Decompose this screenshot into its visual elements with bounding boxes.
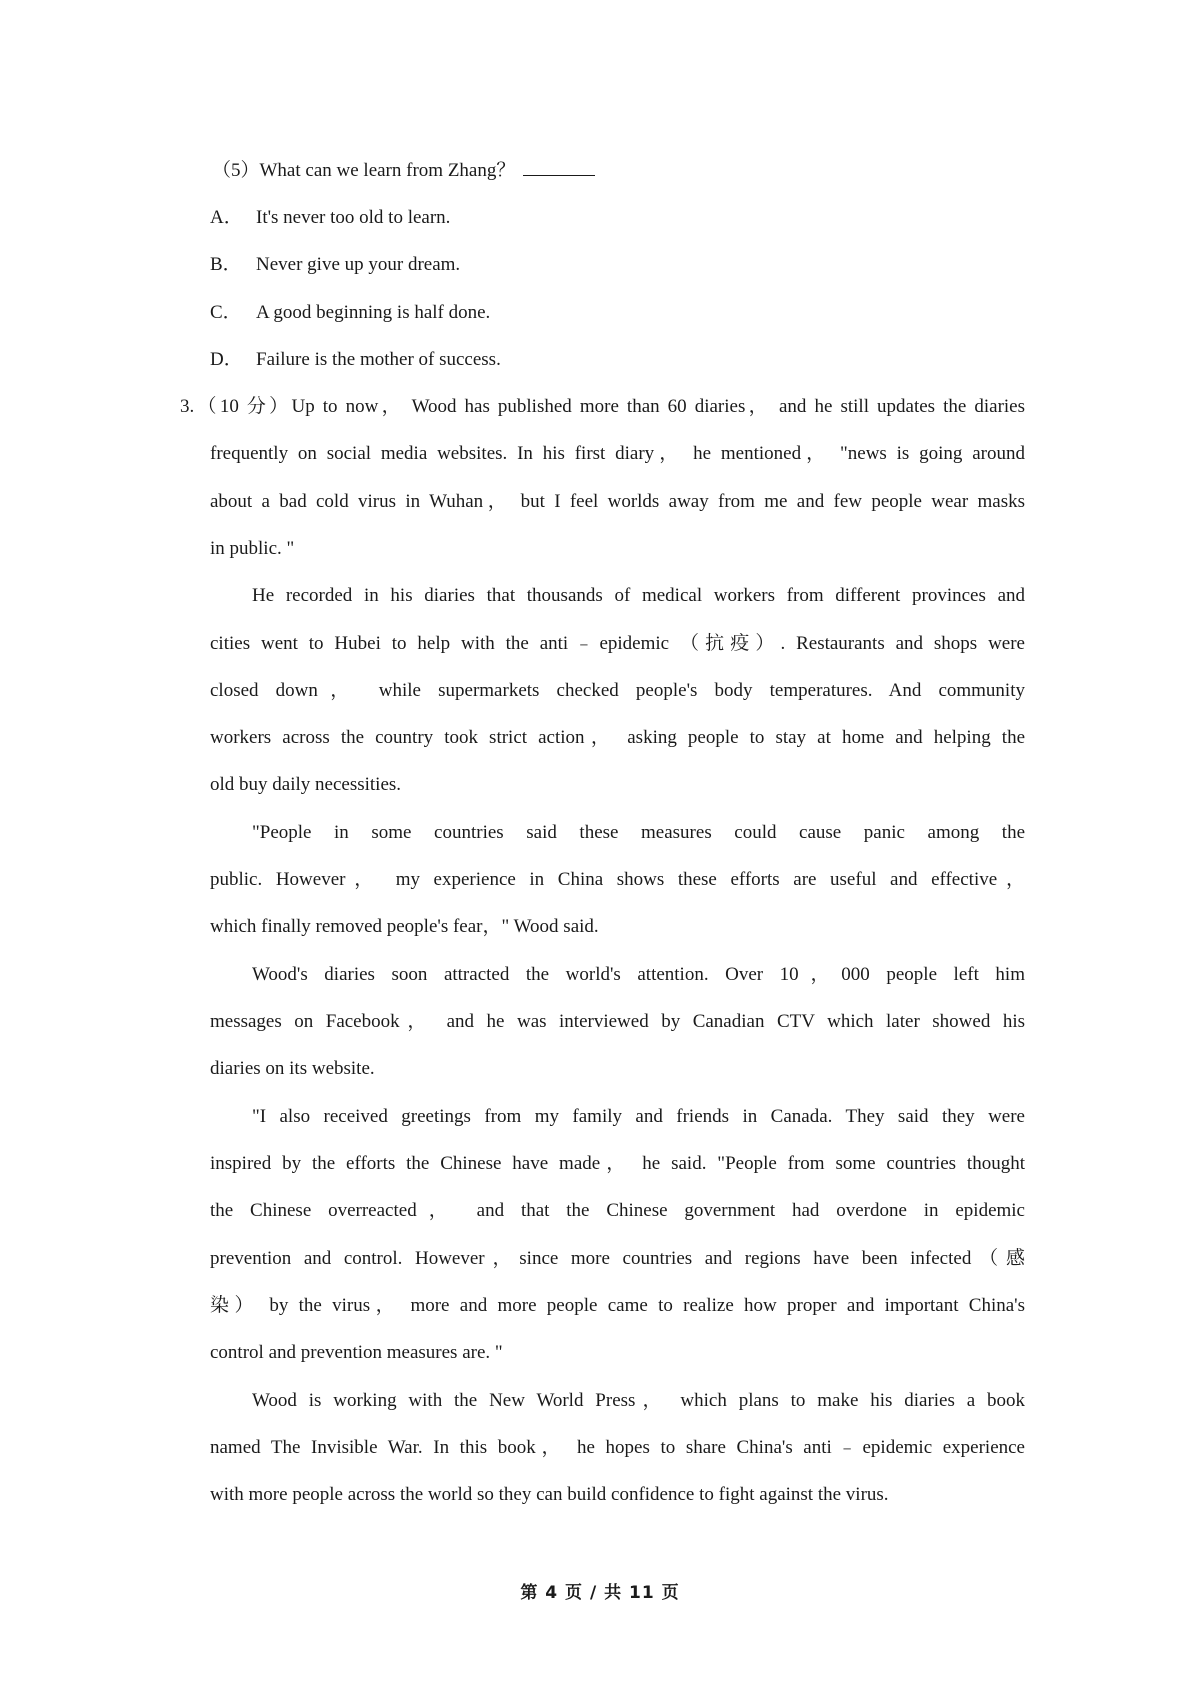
option-c[interactable]	[210, 300, 490, 326]
passage-line: workers across the country took strict action， asking people to stay at home and helping the	[210, 727, 1025, 748]
page-number: 第 4 页 / 共 11 页	[520, 1583, 680, 1603]
passage-line: old buy daily necessities.	[210, 774, 402, 795]
option-text: Failure is the mother of success.	[256, 349, 501, 370]
passage-line: cities went to Hubei to help with the anti﹣epidemic （抗疫）. Restaurants and shops were	[210, 633, 1025, 654]
passage-line: Wood is working with the New World Press， which plans to make his diaries a book	[252, 1390, 1025, 1411]
passage-line: 染） by the virus， more and more people came to realize how proper and important China's	[210, 1295, 1025, 1316]
passage-line: closed down， while supermarkets checked people's body temperatures. And community	[210, 680, 1025, 701]
option-d[interactable]	[210, 347, 501, 373]
passage-line: messages on Facebook， and he was interviewed by Canadian CTV which later showed his	[210, 1011, 1025, 1032]
option-letter: B．	[210, 254, 242, 275]
passage-line: inspired by the efforts the Chinese have made， he said. "People from some countries thought	[210, 1153, 1025, 1174]
passage-line: about a bad cold virus in Wuhan， but I feel worlds away from me and few people wear masks	[210, 491, 1025, 512]
passage-line: public. However， my experience in China shows these efforts are useful and effective，	[210, 869, 1025, 890]
answer-blank[interactable]	[523, 157, 595, 176]
passage-line: diaries on its website.	[210, 1058, 375, 1079]
passage-line: in public. "	[210, 538, 295, 559]
passage-line: "People in some countries said these measures could cause panic among the	[252, 822, 1025, 843]
option-letter: C．	[210, 302, 242, 323]
passage-line: 3.（10 分）Up to now， Wood has published more than 60 diaries， and he still updates the diaries	[180, 396, 1025, 417]
question-prompt	[212, 157, 595, 184]
option-a[interactable]	[210, 205, 450, 231]
passage-line: which finally removed people's fear，" Wood said.	[210, 916, 599, 937]
passage-line: with more people across the world so they can build confidence to fight against the virus.	[210, 1484, 889, 1505]
passage-line: named The Invisible War. In this book， he hopes to share China's anti﹣epidemic experience	[210, 1437, 1025, 1458]
passage-line: frequently on social media websites. In his first diary， he mentioned， "news is going around	[210, 443, 1025, 464]
passage-line: "I also received greetings from my family and friends in Canada. They said they were	[252, 1106, 1025, 1127]
passage-line: control and prevention measures are. "	[210, 1342, 503, 1363]
option-text: A good beginning is half done.	[256, 302, 491, 323]
passage-line: He recorded in his diaries that thousands of medical workers from different provinces and	[252, 585, 1025, 606]
option-letter: D．	[210, 349, 243, 370]
option-letter: A．	[210, 207, 243, 228]
passage-line: prevention and control. However，since more countries and regions have been infected（感	[210, 1248, 1025, 1269]
passage-line: the Chinese overreacted， and that the Chinese government had overdone in epidemic	[210, 1200, 1025, 1221]
option-b[interactable]	[210, 252, 460, 278]
passage-line: Wood's diaries soon attracted the world's attention. Over 10，000 people left him	[252, 964, 1025, 985]
question-prompt-text: （5）What can we learn from Zhang？	[212, 160, 516, 181]
option-text: It's never too old to learn.	[256, 207, 451, 228]
option-text: Never give up your dream.	[256, 254, 461, 275]
